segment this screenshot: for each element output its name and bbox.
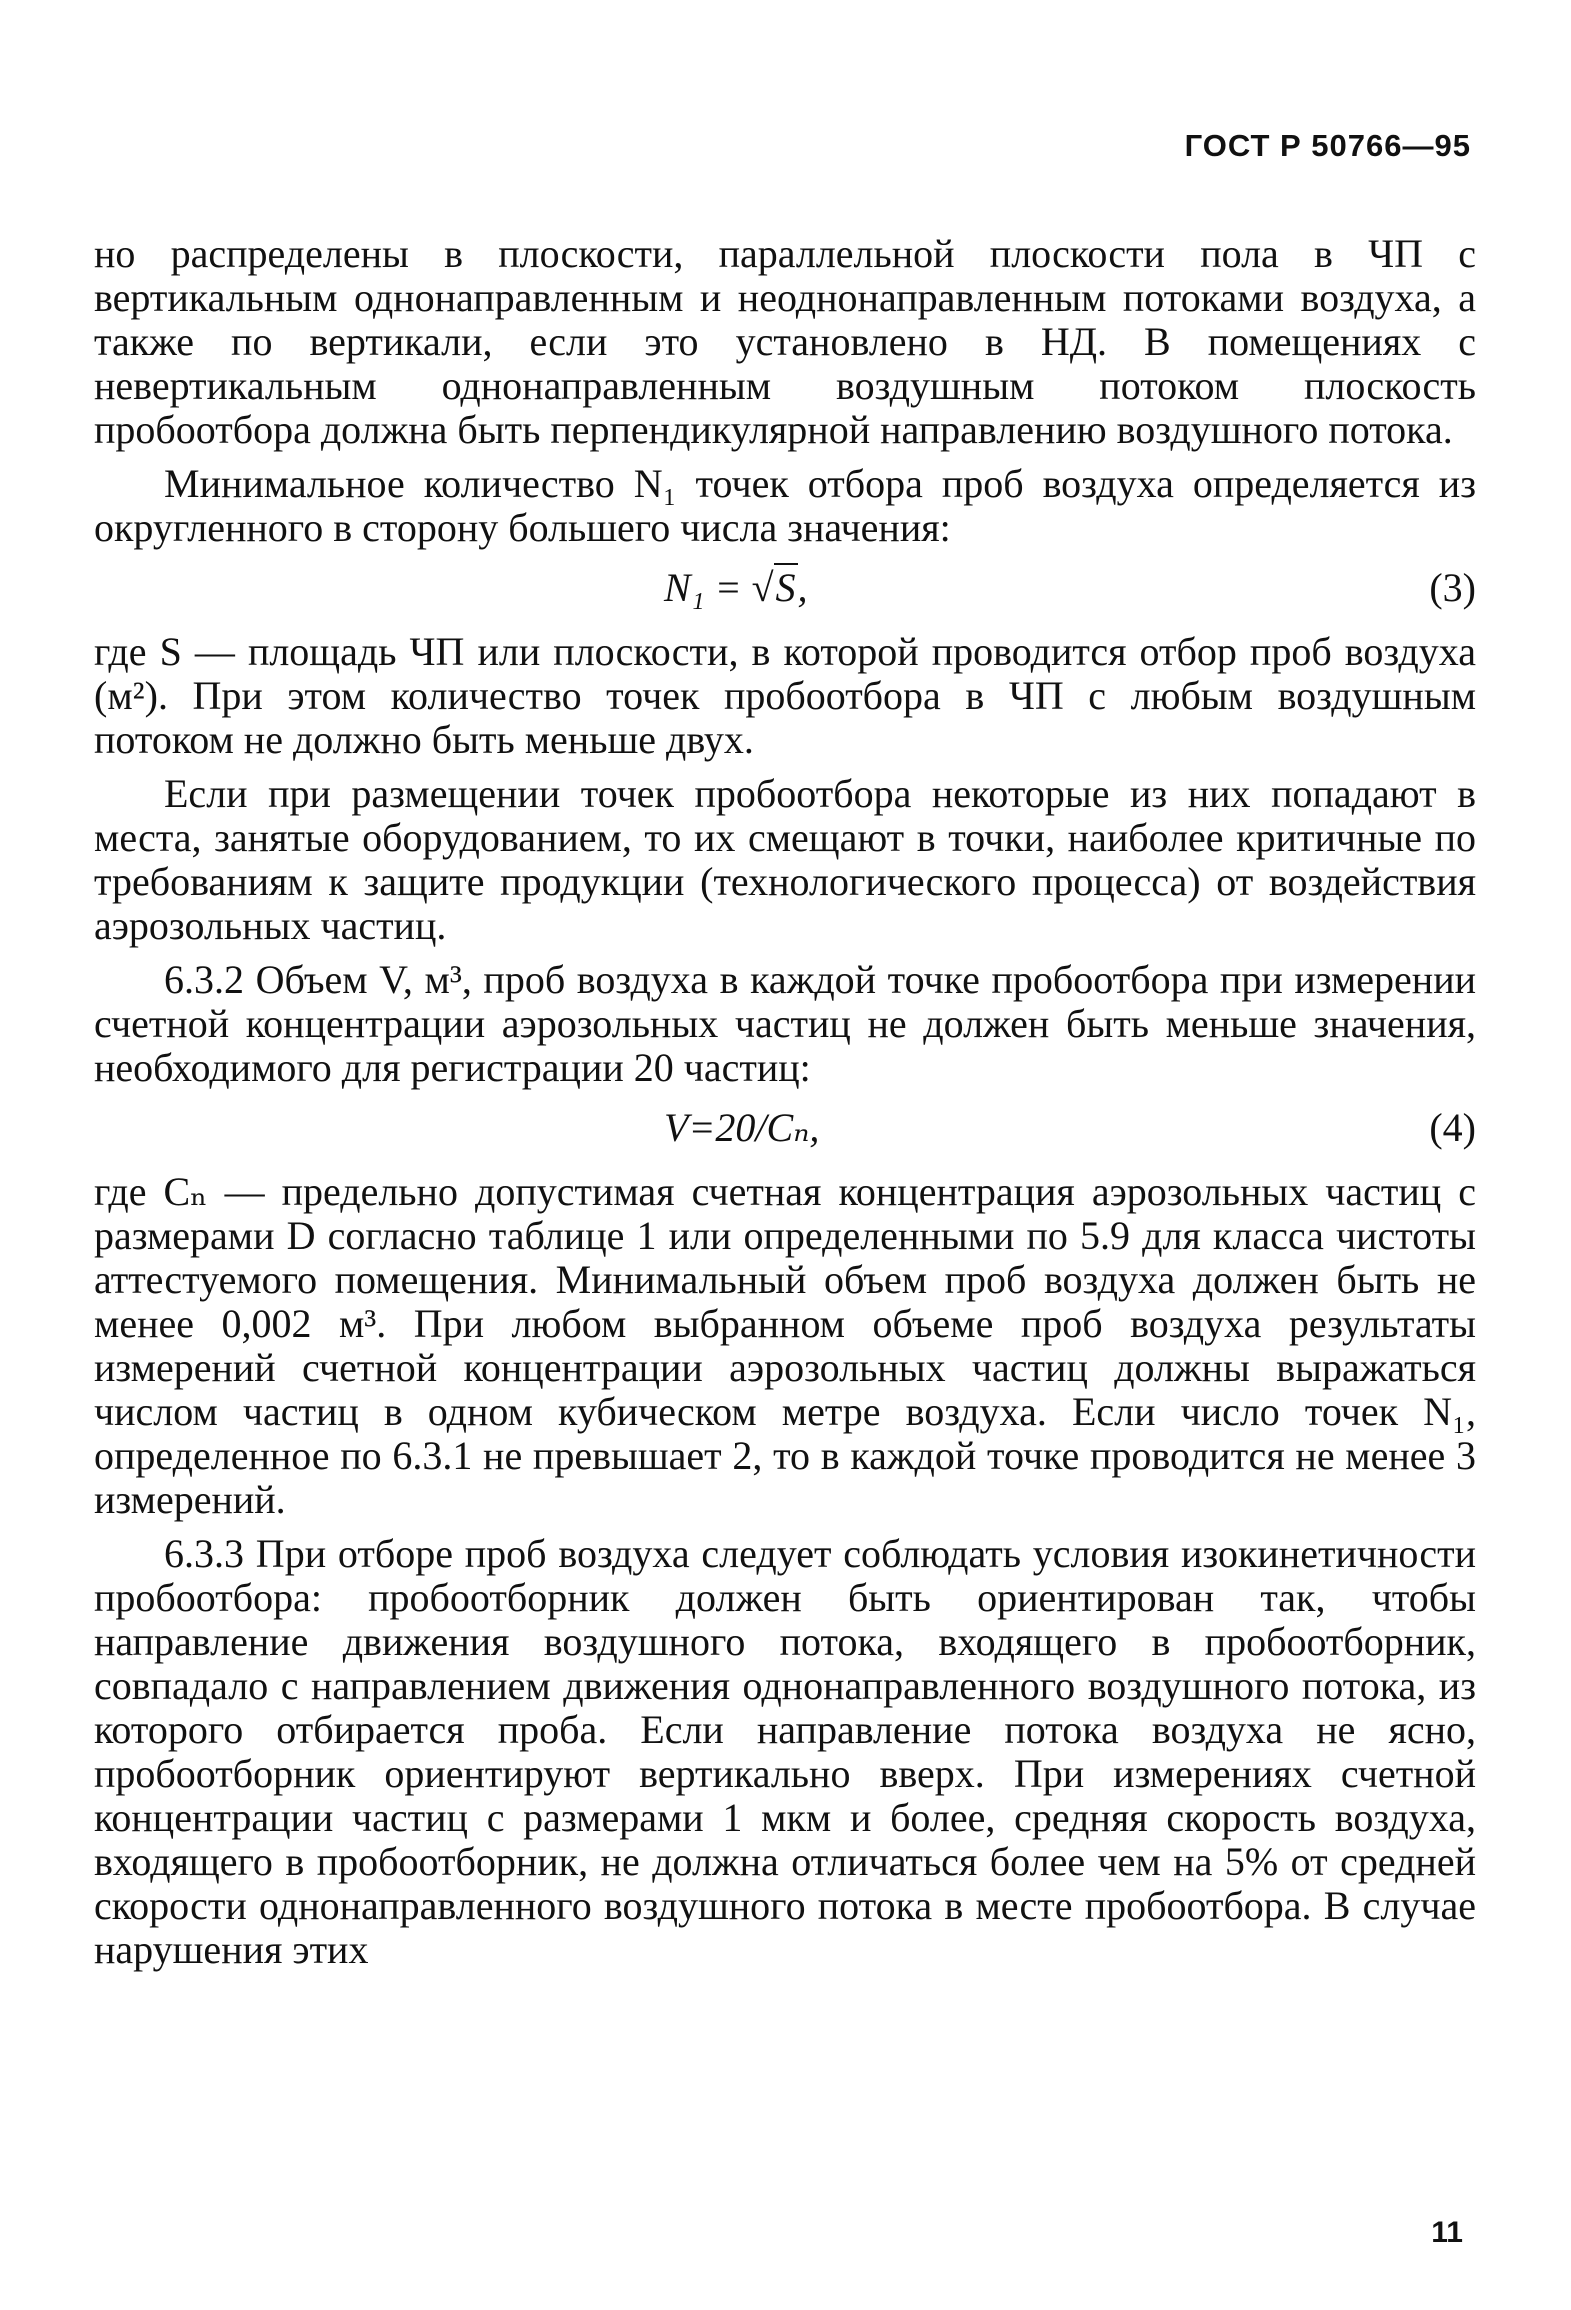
sqrt-icon: √	[751, 565, 774, 610]
paragraph: 6.3.3 При отборе проб воздуха следует соблюдать условия изокинетичности пробоотбора: пробоотборник должен быть ориентирован так, чтобы направление движения воздушного потока, входящего в пробоотборник, совпадало с направлением движения однонаправленного воздушного потока, из которого отбирается проба. Если направление потока воздуха не ясно, пробоотборник ориентируют вертикально вверх. При измерениях счетной концентрации частиц с размерами 1 мкм и более, средняя скорость воздуха, входящего в пробоотборник, не должна отличаться более чем на 5% от средней скорости однонаправленного воздушного потока в месте пробоотбора. В случае нарушения этих	[94, 1531, 1476, 1972]
formula-4-expression: V=20/Cₙ,	[664, 1105, 820, 1150]
formula-3-tail: ,	[797, 565, 808, 610]
formula-4	[94, 1100, 1476, 1160]
paragraph: 6.3.2 Объем V, м³, проб воздуха в каждой точке пробоотбора при измерении счетной концентрации аэрозольных частиц не должен быть меньше значения, необходимого для регистрации 20 частиц:	[94, 957, 1476, 1090]
paragraph: но распределены в плоскости, параллельной плоскости пола в ЧП с вертикальным однонаправленным и неоднонаправленным потоками воздуха, а также по вертикали, если это установлено в НД. В помещениях с невертикальным однонаправленным воздушным потоком плоскость пробоотбора должна быть перпендикулярной направлению воздушного потока.	[94, 231, 1476, 452]
formula-3-number: (3)	[1429, 565, 1476, 610]
paragraph: где Cₙ — предельно допустимая счетная концентрация аэрозольных частиц с размерами D согласно таблице 1 или определенными по 5.9 для класса чистоты аттестуемого помещения. Минимальный объем проб воздуха должен быть не менее 0,002 м³. При любом выбранном объеме проб воздуха результаты измерений счетной концентрации аэрозольных частиц должны выражаться числом частиц в одном кубическом метре воздуха. Если число точек N₁, определенное по 6.3.1 не превышает 2, то в каждой точке проводится не менее 3 измерений.	[94, 1169, 1476, 1522]
paragraph: где S — площадь ЧП или плоскости, в которой проводится отбор проб воздуха (м²). При этом количество точек пробоотбора в ЧП с любым воздушным потоком не должно быть меньше двух.	[94, 629, 1476, 762]
page-number: 11	[1431, 2216, 1463, 2249]
paragraph: Если при размещении точек пробоотбора некоторые из них попадают в места, занятые оборудованием, то их смещают в точки, наиболее критичные по требованиям к защите продукции (технологического процесса) от воздействия аэрозольных частиц.	[94, 771, 1476, 948]
formula-3-lhs: N₁ =	[664, 565, 752, 610]
formula-3	[94, 560, 1476, 620]
paragraph: Минимальное количество N₁ точек отбора проб воздуха определяется из округленного в сторону большего числа значения:	[94, 461, 1476, 550]
formula-3-expression	[664, 566, 808, 610]
document-header: ГОСТ Р 50766—95	[1184, 128, 1471, 163]
document-body	[94, 232, 1476, 1982]
formula-4-number: (4)	[1429, 1105, 1476, 1150]
formula-3-arg: S	[775, 565, 796, 610]
